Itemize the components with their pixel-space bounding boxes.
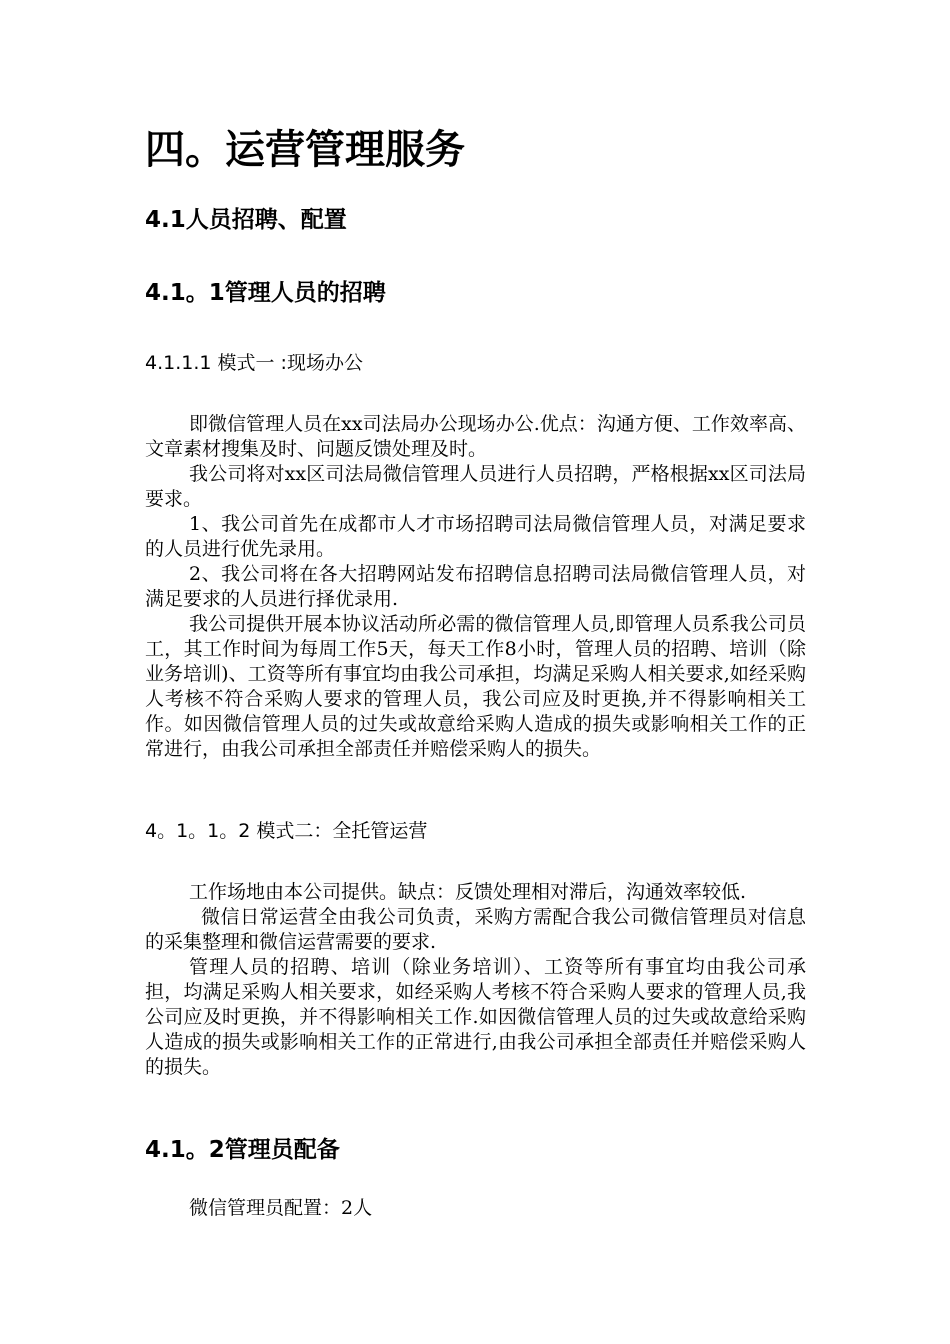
paragraph: 1、我公司首先在成都市人才市场招聘司法局微信管理人员，对满足要求的人员进行优先录用。 bbox=[145, 513, 806, 560]
mode-one-heading: 4.1.1.1 模式一 :现场办公 bbox=[145, 352, 363, 374]
paragraph: 我公司将对xx区司法局微信管理人员进行人员招聘，严格根据xx区司法局要求。 bbox=[145, 463, 806, 510]
paragraph: 即微信管理人员在xx司法局办公现场办公.优点：沟通方便、工作效率高、文章素材搜集及时、问题反馈处理及时。 bbox=[145, 413, 806, 460]
staff-config-text: 微信管理员配置：2人 bbox=[189, 1197, 373, 1219]
chapter-title: 四。运营管理服务 bbox=[145, 127, 465, 173]
paragraph: 2、我公司将在各大招聘网站发布招聘信息招聘司法局微信管理人员，对满足要求的人员进行择优录用. bbox=[145, 563, 806, 610]
mode-two-heading: 4。1。1。2 模式二：全托管运营 bbox=[145, 820, 428, 842]
paragraph: 我公司提供开展本协议活动所必需的微信管理人员,即管理人员系我公司员工，其工作时间为每周工作5天，每天工作8小时，管理人员的招聘、培训（除业务培训)、工资等所有事宜均由我公司承担，均满足采购人相关要求,如经采购人考核不符合采购人要求的管理人员，我公司应及时更换,并不得影响相关工作。如因微信管理人员的过失或故意给采购人造成的损失或影响相关工作的正常进行，由我公司承担全部责任并赔偿采购人的损失。 bbox=[145, 613, 806, 760]
paragraph: 工作场地由本公司提供。缺点：反馈处理相对滞后，沟通效率较低. bbox=[189, 881, 747, 903]
section-heading-4-1-2: 4.1。2管理员配备 bbox=[145, 1137, 340, 1163]
section-heading-4-1-1: 4.1。1管理人员的招聘 bbox=[145, 280, 386, 306]
paragraph: 管理人员的招聘、培训（除业务培训）、工资等所有事宜均由我公司承担，均满足采购人相关要求，如经采购人考核不符合采购人要求的管理人员,我公司应及时更换，并不得影响相关工作.如因微信管理人员的过失或故意给采购人造成的损失或影响相关工作的正常进行,由我公司承担全部责任并赔偿采购人的损失。 bbox=[145, 956, 806, 1078]
section-heading-4-1: 4.1人员招聘、配置 bbox=[145, 207, 347, 233]
mode-two-body bbox=[145, 880, 806, 1080]
paragraph: 微信日常运营全由我公司负责，采购方需配合我公司微信管理员对信息的采集整理和微信运营需要的要求. bbox=[145, 906, 806, 953]
mode-one-body bbox=[145, 412, 806, 762]
